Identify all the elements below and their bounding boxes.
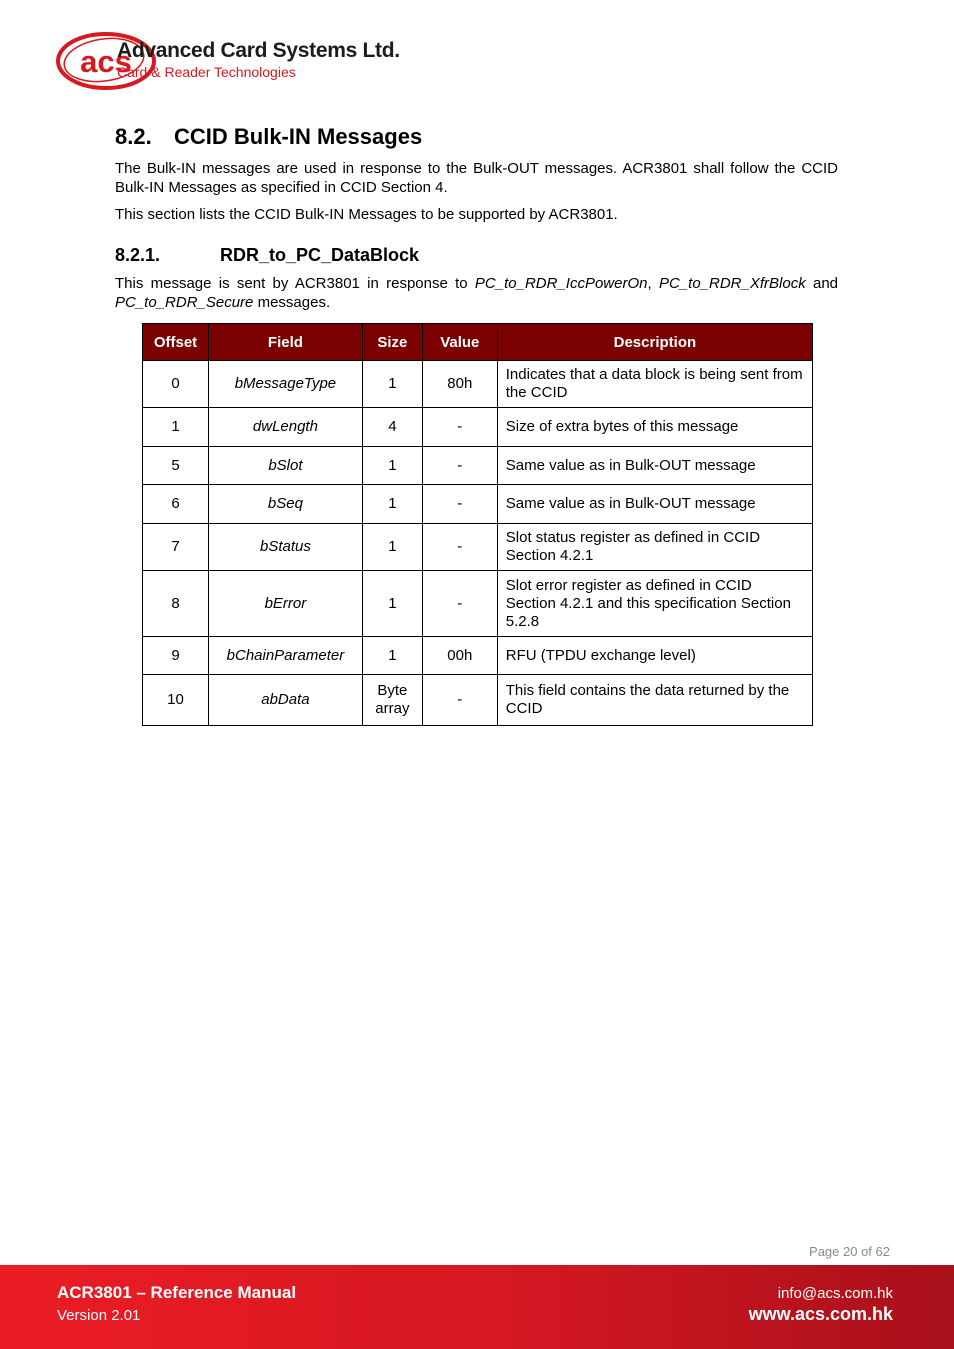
section-paragraph-1: The Bulk-IN messages are used in response to the Bulk-OUT messages. ACR3801 shall follow the CCID Bulk-IN Messages as specified in CCID Section 4. — [115, 160, 838, 196]
table-row — [143, 485, 813, 524]
company-name: Advanced Card Systems Ltd. — [117, 39, 400, 62]
description-cell: Indicates that a data block is being sent from the CCID — [497, 361, 812, 408]
description-cell: RFU (TPDU exchange level) — [497, 637, 812, 675]
header-value: Value — [422, 324, 497, 361]
table-row — [143, 524, 813, 571]
size-cell: 1 — [362, 447, 422, 485]
size-cell: 1 — [362, 361, 422, 408]
table-row — [143, 675, 813, 726]
table-header-row — [143, 324, 813, 361]
value-cell: - — [422, 447, 497, 485]
command-iccpoweron: PC_to_RDR_IccPowerOn — [474, 275, 648, 292]
table-row — [143, 571, 813, 637]
intro-text-end: messages. — [253, 293, 331, 311]
field-cell: bMessageType — [208, 361, 362, 408]
section-paragraph-2: This section lists the CCID Bulk-IN Messages to be supported by ACR3801. — [115, 206, 618, 223]
value-cell: 00h — [422, 637, 497, 675]
size-cell: 1 — [362, 571, 422, 637]
intro-text-start: This message is sent by ACR3801 in response to — [115, 275, 475, 292]
table-row — [143, 447, 813, 485]
subsection-number: 8.2.1. — [115, 245, 161, 265]
size-cell: 1 — [362, 524, 422, 571]
value-cell: 80h — [422, 361, 497, 408]
header-offset: Offset — [143, 324, 209, 361]
value-cell: - — [422, 485, 497, 524]
offset-cell: 0 — [143, 361, 209, 408]
section-title: CCID Bulk-IN Messages — [174, 124, 423, 149]
intro-separator-2: and — [805, 275, 839, 292]
field-cell: bChainParameter — [208, 637, 362, 675]
intro-separator-1: , — [647, 275, 659, 292]
description-cell: Same value as in Bulk-OUT message — [497, 485, 812, 524]
description-cell: Slot status register as defined in CCID Section 4.2.1 — [497, 524, 812, 571]
page-number: Page 20 of 62 — [809, 1244, 890, 1259]
command-xfrblock: PC_to_RDR_XfrBlock — [658, 275, 806, 292]
value-cell: - — [422, 524, 497, 571]
field-cell: dwLength — [208, 408, 362, 447]
description-cell: Same value as in Bulk-OUT message — [497, 447, 812, 485]
company-tagline: Card & Reader Technologies — [117, 64, 296, 80]
size-cell: 1 — [362, 485, 422, 524]
offset-cell: 10 — [143, 675, 209, 726]
field-cell: abData — [208, 675, 362, 726]
offset-cell: 5 — [143, 447, 209, 485]
field-cell: bSeq — [208, 485, 362, 524]
table-row — [143, 408, 813, 447]
subsection-intro — [115, 275, 838, 312]
size-cell: 1 — [362, 637, 422, 675]
offset-cell: 6 — [143, 485, 209, 524]
subsection-heading — [115, 245, 419, 266]
description-cell: Slot error register as defined in CCID Section 4.2.1 and this specification Section 5.2.8 — [497, 571, 812, 637]
footer-bar — [0, 1265, 954, 1349]
field-cell: bSlot — [208, 447, 362, 485]
table-row — [143, 637, 813, 675]
header-description: Description — [497, 324, 812, 361]
logo-text: acs — [80, 44, 132, 79]
field-cell: bError — [208, 571, 362, 637]
offset-cell: 7 — [143, 524, 209, 571]
footer-email-link[interactable]: info@acs.com.hk — [777, 1285, 893, 1302]
value-cell: - — [422, 675, 497, 726]
offset-cell: 8 — [143, 571, 209, 637]
subsection-title: RDR_to_PC_DataBlock — [220, 245, 420, 265]
size-cell: 4 — [362, 408, 422, 447]
footer-website-link[interactable]: www.acs.com.hk — [748, 1304, 893, 1324]
offset-cell: 1 — [143, 408, 209, 447]
size-cell: Byte array — [362, 675, 422, 726]
offset-cell: 9 — [143, 637, 209, 675]
value-cell: - — [422, 408, 497, 447]
footer-document-title: ACR3801 – Reference Manual — [57, 1283, 297, 1302]
section-heading — [115, 124, 422, 150]
section-number: 8.2. — [115, 124, 152, 149]
table-row — [143, 361, 813, 408]
header-size: Size — [362, 324, 422, 361]
rdr-to-pc-datablock-table — [142, 323, 813, 726]
value-cell: - — [422, 571, 497, 637]
description-cell: Size of extra bytes of this message — [497, 408, 812, 447]
command-secure: PC_to_RDR_Secure — [115, 293, 254, 311]
header-field: Field — [208, 324, 362, 361]
footer-version: Version 2.01 — [57, 1307, 141, 1324]
field-cell: bStatus — [208, 524, 362, 571]
description-cell: This field contains the data returned by the CCID — [497, 675, 812, 726]
